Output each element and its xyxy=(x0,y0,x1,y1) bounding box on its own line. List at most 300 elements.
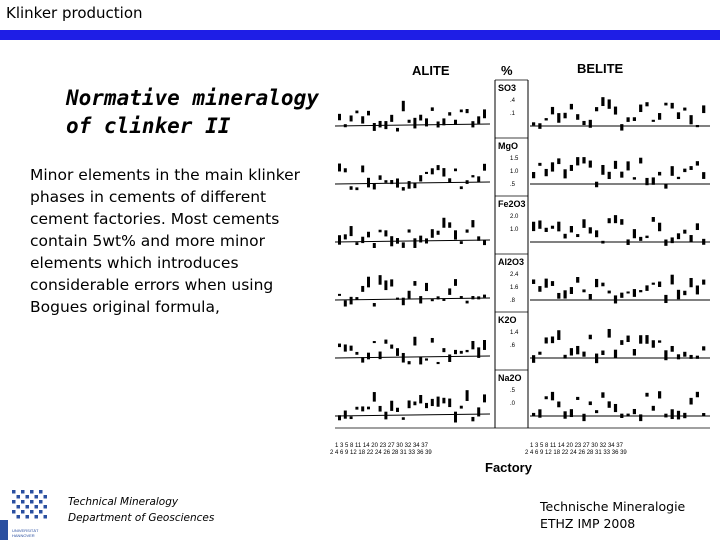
panel-label: SO3 xyxy=(498,83,517,93)
belite-mark xyxy=(696,392,699,397)
belite-mark xyxy=(690,355,693,359)
belite-mark xyxy=(576,114,579,120)
logo-cell xyxy=(21,500,25,504)
alite-mark xyxy=(431,338,434,343)
body-text: Minor elements in the main klinker phases in cements of different cement factories. Most cements contain 5wt% and more minor elements which introduces considerable errors when using Bogues original formula, xyxy=(30,166,301,316)
panel-tick: 2.0 xyxy=(510,214,519,220)
belite-mark xyxy=(532,413,535,416)
panel-label: K2O xyxy=(498,315,517,325)
alite-mark xyxy=(361,286,364,292)
alite-mark xyxy=(355,407,358,410)
logo-text-line2: HANNOVER xyxy=(12,533,35,538)
belite-mark xyxy=(702,413,705,416)
belite-mark xyxy=(570,165,573,171)
panel-tick: 1.6 xyxy=(510,285,519,291)
alite-mark xyxy=(454,120,457,125)
belite-mark xyxy=(658,113,661,120)
alite-mark xyxy=(483,340,486,350)
belite-mark xyxy=(576,277,579,283)
belite-mark xyxy=(677,411,680,420)
belite-mark xyxy=(702,105,705,113)
alite-mark xyxy=(367,232,370,238)
belite-mark xyxy=(639,335,642,343)
alite-mark xyxy=(419,296,422,303)
alite-mark xyxy=(379,352,382,360)
belite-mark xyxy=(582,414,585,421)
alite-mark xyxy=(448,222,451,227)
logo-cell xyxy=(26,515,30,519)
belite-mark xyxy=(652,406,655,411)
alite-mark xyxy=(442,298,445,301)
belite-mark xyxy=(696,125,699,127)
belite-mark xyxy=(627,291,630,293)
belite-mark xyxy=(677,112,680,119)
belite-mark xyxy=(538,220,541,228)
logo-cell xyxy=(30,510,34,514)
alite-mark xyxy=(419,395,422,403)
header-title: Klinker production xyxy=(6,4,143,22)
belite-mark xyxy=(633,229,636,238)
belite-mark xyxy=(627,414,630,417)
col-belite-label: BELITE xyxy=(577,61,624,76)
alite-mark xyxy=(355,297,358,300)
alite-mark xyxy=(384,280,387,290)
belite-mark xyxy=(589,294,592,299)
belite-mark xyxy=(614,350,617,358)
alite-mark xyxy=(355,111,358,114)
alite-mark xyxy=(373,341,376,343)
belite-mark xyxy=(702,239,705,245)
col-alite-label: ALITE xyxy=(412,63,450,78)
belite-mark xyxy=(671,346,674,352)
belite-mark xyxy=(658,391,661,398)
belite-mark xyxy=(702,172,705,179)
belite-mark xyxy=(627,239,630,245)
alite-mark xyxy=(408,291,411,299)
belite-mark xyxy=(545,396,548,399)
belite-mark xyxy=(557,113,560,123)
alite-mark xyxy=(471,175,474,177)
belite-mark xyxy=(608,218,611,223)
belite-mark xyxy=(576,234,579,237)
alite-mark xyxy=(338,114,341,120)
alite-mark xyxy=(454,350,457,354)
belite-mark xyxy=(696,223,699,230)
belite-mark xyxy=(595,182,598,188)
belite-mark xyxy=(608,329,611,338)
belite-mark xyxy=(582,219,585,228)
belite-mark xyxy=(532,172,535,178)
alite-mark xyxy=(396,178,399,187)
belite-mark xyxy=(595,279,598,287)
belite-mark xyxy=(645,285,648,291)
belite-mark xyxy=(564,113,567,119)
alite-mark xyxy=(466,350,469,352)
alite-mark xyxy=(483,295,486,298)
logo-cell xyxy=(39,510,43,514)
alite-mark xyxy=(419,115,422,121)
alite-mark xyxy=(437,397,440,407)
alite-mark xyxy=(350,297,353,305)
belite-mark xyxy=(614,107,617,115)
alite-mark xyxy=(419,357,422,365)
belite-mark xyxy=(620,340,623,345)
panel-tick: 2.4 xyxy=(510,272,519,278)
alite-mark xyxy=(466,390,469,401)
alite-mark xyxy=(338,344,341,348)
alite-mark xyxy=(350,416,353,419)
belite-mark xyxy=(639,290,642,292)
belite-mark xyxy=(620,293,623,298)
belite-mark xyxy=(702,346,705,350)
alite-mark xyxy=(402,298,405,306)
x-ticks-top-alite: 1 3 5 8 11 14 20 23 27 30 32 34 37 xyxy=(335,443,428,449)
belite-mark xyxy=(627,336,630,342)
belite-mark xyxy=(633,289,636,297)
belite-mark xyxy=(582,289,585,292)
belite-mark xyxy=(677,233,680,239)
logo-cell xyxy=(35,505,39,509)
belite-mark xyxy=(645,102,648,106)
alite-mark xyxy=(413,281,416,286)
university-logo xyxy=(0,488,50,540)
alite-mark xyxy=(390,180,393,184)
belite-mark xyxy=(589,227,592,233)
belite-mark xyxy=(595,410,598,413)
alite-mark xyxy=(338,294,341,296)
belite-mark xyxy=(614,215,617,223)
belite-mark xyxy=(557,402,560,408)
belite-mark xyxy=(595,354,598,364)
belite-mark xyxy=(664,103,667,106)
alite-mark xyxy=(419,175,422,181)
belite-mark xyxy=(545,337,548,343)
panel-tick: .5 xyxy=(510,388,516,394)
alite-mark xyxy=(390,345,393,349)
belite-mark xyxy=(677,177,680,179)
alite-mark xyxy=(373,123,376,131)
alite-mark xyxy=(379,121,382,127)
belite-mark xyxy=(532,222,535,231)
logo-cell xyxy=(17,515,21,519)
alite-mark xyxy=(466,229,469,232)
alite-baseline xyxy=(335,356,490,358)
belite-mark xyxy=(601,350,604,355)
logo-cell xyxy=(35,495,39,499)
logo-cell xyxy=(44,515,48,519)
belite-mark xyxy=(683,352,686,357)
logo-cell xyxy=(17,505,21,509)
belite-mark xyxy=(664,350,667,360)
belite-mark xyxy=(538,163,541,166)
belite-mark xyxy=(664,295,667,303)
alite-mark xyxy=(454,412,457,423)
belite-mark xyxy=(671,237,674,243)
belite-mark xyxy=(538,352,541,355)
belite-mark xyxy=(664,414,667,418)
alite-mark xyxy=(448,399,451,408)
belite-mark xyxy=(564,290,567,298)
alite-mark xyxy=(390,401,393,411)
alite-mark xyxy=(413,118,416,129)
panels-group xyxy=(335,80,710,428)
alite-mark xyxy=(413,183,416,189)
footer-left xyxy=(68,494,214,526)
belite-mark xyxy=(582,352,585,357)
alite-mark xyxy=(471,220,474,227)
belite-mark xyxy=(589,401,592,405)
alite-mark xyxy=(373,392,376,402)
belite-mark xyxy=(645,335,648,344)
alite-mark xyxy=(437,165,440,170)
belite-mark xyxy=(652,340,655,347)
logo-cell xyxy=(35,515,39,519)
belite-mark xyxy=(645,178,648,185)
belite-mark xyxy=(614,161,617,169)
alite-mark xyxy=(350,115,353,121)
belite-mark xyxy=(664,184,667,189)
alite-mark xyxy=(448,178,451,182)
alite-mark xyxy=(431,107,434,111)
panel-tick: 1.0 xyxy=(510,227,519,233)
alite-mark xyxy=(384,412,387,420)
belite-mark xyxy=(639,158,642,164)
alite-mark xyxy=(460,241,463,244)
belite-mark xyxy=(589,335,592,339)
panel-tick: .1 xyxy=(510,111,516,117)
belite-mark xyxy=(557,293,560,299)
x-ticks-bottom-belite: 2 4 6 9 12 18 22 24 26 28 31 33 36 39 xyxy=(525,450,627,456)
belite-mark xyxy=(551,226,554,229)
footer-right-line2: ETHZ IMP 2008 xyxy=(540,516,636,531)
alite-mark xyxy=(379,406,382,412)
alite-mark xyxy=(477,236,480,240)
alite-mark xyxy=(408,400,411,408)
belite-mark xyxy=(545,228,548,232)
alite-mark xyxy=(390,115,393,122)
belite-mark xyxy=(671,166,674,176)
alite-mark xyxy=(379,175,382,180)
belite-mark xyxy=(677,354,680,359)
belite-mark xyxy=(589,120,592,128)
panel-tick: .5 xyxy=(510,182,516,188)
belite-mark xyxy=(532,279,535,283)
panel-tick: .8 xyxy=(510,298,516,304)
slide-title-line2: of clinker II xyxy=(66,114,231,138)
alite-mark xyxy=(442,168,445,176)
alite-mark xyxy=(379,230,382,233)
belite-mark xyxy=(576,346,579,354)
logo-cell xyxy=(39,500,43,504)
alite-mark xyxy=(425,403,428,408)
panel-tick: 1.4 xyxy=(510,330,519,336)
alite-mark xyxy=(384,230,387,236)
alite-mark xyxy=(390,236,393,246)
logo-cell xyxy=(21,510,25,514)
panel-label: MgO xyxy=(498,141,518,151)
alite-mark xyxy=(466,301,469,304)
alite-mark xyxy=(408,120,411,123)
alite-mark xyxy=(437,362,440,364)
alite-mark xyxy=(437,231,440,235)
logo-cell xyxy=(30,490,34,494)
alite-mark xyxy=(471,417,474,421)
alite-mark xyxy=(355,187,358,190)
belite-mark xyxy=(608,172,611,179)
alite-mark xyxy=(425,172,428,174)
footer-left-line2: Department of Geosciences xyxy=(68,512,215,524)
belite-mark xyxy=(620,414,623,418)
belite-mark xyxy=(601,241,604,244)
alite-mark xyxy=(338,235,341,244)
belite-mark xyxy=(570,287,573,294)
alite-mark xyxy=(460,296,463,299)
alite-mark xyxy=(431,229,434,238)
belite-mark xyxy=(582,121,585,125)
belite-mark xyxy=(614,404,617,412)
belite-mark xyxy=(557,158,560,164)
alite-mark xyxy=(413,337,416,346)
belite-mark xyxy=(601,97,604,106)
alite-mark xyxy=(373,303,376,307)
belite-mark xyxy=(532,355,535,363)
alite-mark xyxy=(448,354,451,361)
alite-mark xyxy=(361,237,364,243)
belite-mark xyxy=(570,348,573,355)
alite-mark xyxy=(367,178,370,188)
alite-mark xyxy=(361,406,364,411)
belite-mark xyxy=(608,401,611,407)
alite-mark xyxy=(373,183,376,189)
belite-mark xyxy=(620,219,623,225)
belite-mark xyxy=(690,115,693,124)
alite-mark xyxy=(384,180,387,183)
alite-mark xyxy=(344,124,347,127)
belite-mark xyxy=(658,172,661,176)
belite-mark xyxy=(671,275,674,285)
belite-mark xyxy=(690,398,693,405)
alite-mark xyxy=(425,283,428,291)
alite-mark xyxy=(477,347,480,358)
alite-mark xyxy=(350,346,353,351)
alite-mark xyxy=(477,116,480,123)
alite-mark xyxy=(477,296,480,299)
belite-mark xyxy=(614,295,617,303)
alite-mark xyxy=(477,407,480,416)
belite-mark xyxy=(545,169,548,176)
belite-mark xyxy=(551,162,554,171)
belite-mark xyxy=(595,230,598,237)
alite-mark xyxy=(402,417,405,420)
belite-mark xyxy=(589,161,592,168)
alite-mark xyxy=(402,187,405,190)
belite-mark xyxy=(570,104,573,110)
alite-mark xyxy=(344,300,347,306)
alite-mark xyxy=(437,121,440,127)
alite-mark xyxy=(338,164,341,172)
belite-mark xyxy=(601,392,604,397)
alite-mark xyxy=(425,118,428,126)
alite-mark xyxy=(431,168,434,174)
alite-mark xyxy=(437,296,440,299)
alite-mark xyxy=(466,109,469,113)
logo-cell xyxy=(44,505,48,509)
alite-mark xyxy=(425,238,428,243)
alite-mark xyxy=(442,218,445,228)
belite-mark xyxy=(627,117,630,122)
alite-mark xyxy=(442,348,445,352)
alite-mark xyxy=(413,402,416,406)
belite-mark xyxy=(582,157,585,163)
alite-mark xyxy=(379,275,382,285)
alite-mark xyxy=(367,277,370,288)
belite-mark xyxy=(608,291,611,294)
alite-mark xyxy=(350,186,353,190)
belite-mark xyxy=(671,103,674,109)
alite-mark xyxy=(460,406,463,409)
alite-mark xyxy=(396,348,399,356)
header-rule xyxy=(0,30,720,40)
belite-mark xyxy=(570,226,573,232)
alite-mark xyxy=(361,357,364,362)
alite-mark xyxy=(442,398,445,404)
belite-mark xyxy=(690,278,693,287)
belite-mark xyxy=(671,409,674,419)
alite-mark xyxy=(460,110,463,113)
belite-mark xyxy=(683,413,686,418)
alite-mark xyxy=(448,288,451,294)
belite-mark xyxy=(696,285,699,294)
alite-mark xyxy=(344,411,347,419)
belite-mark xyxy=(683,108,686,111)
col-percent-label: % xyxy=(501,63,513,78)
belite-mark xyxy=(608,99,611,108)
alite-mark xyxy=(344,234,347,239)
belite-mark xyxy=(658,223,661,232)
belite-mark xyxy=(545,279,548,288)
belite-mark xyxy=(576,397,579,400)
alite-baseline xyxy=(335,124,490,126)
logo-cell xyxy=(44,495,48,499)
alite-mark xyxy=(460,186,463,189)
belite-mark xyxy=(633,117,636,121)
belite-mark xyxy=(645,393,648,397)
panel-tick: .0 xyxy=(510,401,516,407)
alite-mark xyxy=(384,121,387,129)
x-axis-label: Factory xyxy=(485,460,532,475)
belite-mark xyxy=(677,290,680,299)
alite-mark xyxy=(442,118,445,125)
alite-mark xyxy=(460,351,463,354)
belite-mark xyxy=(576,157,579,165)
belite-mark xyxy=(696,356,699,359)
alite-mark xyxy=(384,340,387,344)
alite-mark xyxy=(454,169,457,172)
alite-mark xyxy=(471,341,474,349)
x-ticks-bottom-alite: 2 4 6 9 12 18 22 24 26 28 31 33 36 39 xyxy=(330,450,432,456)
logo-bar xyxy=(0,520,8,540)
belite-mark xyxy=(601,165,604,175)
belite-mark xyxy=(620,172,623,178)
alite-mark xyxy=(471,121,474,127)
belite-mark xyxy=(564,234,567,239)
belite-mark xyxy=(570,409,573,417)
belite-mark xyxy=(639,414,642,421)
belite-mark xyxy=(545,118,548,120)
belite-mark xyxy=(564,355,567,359)
belite-mark xyxy=(683,230,686,234)
alite-mark xyxy=(367,407,370,410)
